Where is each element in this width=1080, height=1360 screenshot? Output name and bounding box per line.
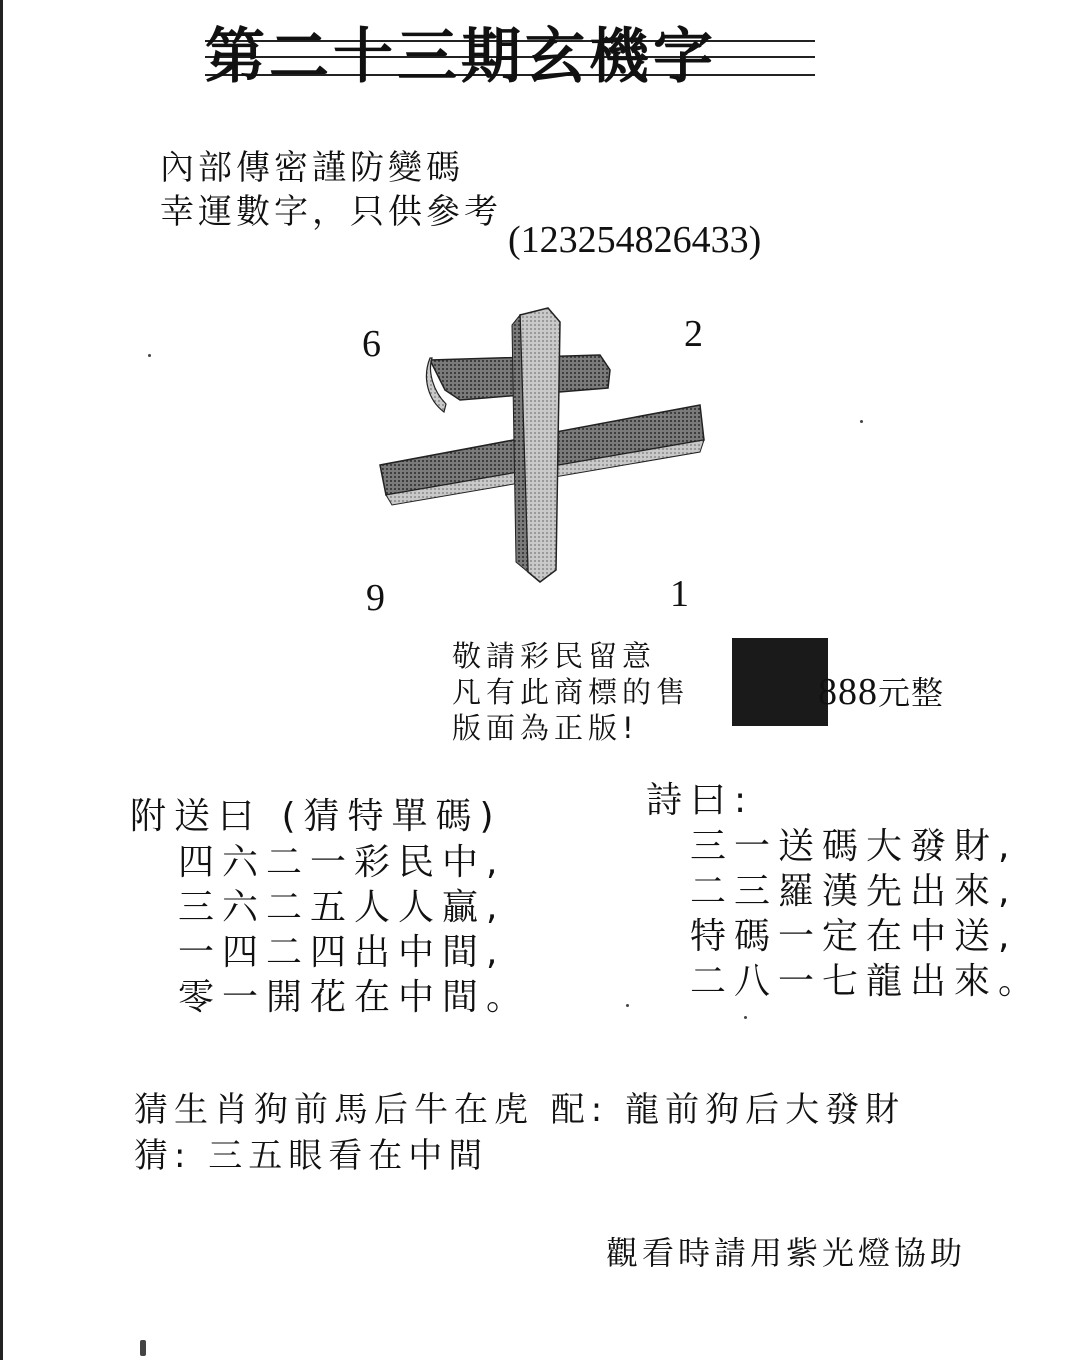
corner-number-bottom-right: 1: [670, 573, 689, 615]
scan-speck: [148, 354, 151, 357]
notice-line-3: 版面為正版!: [452, 711, 639, 745]
scan-speck: [744, 1016, 747, 1019]
scan-speck: [626, 1004, 629, 1007]
intro-line-1: 內部傳密謹防變碼: [160, 148, 464, 188]
guess-line-2: 猜: 三五眼看在中間: [134, 1136, 489, 1176]
page-title: [205, 22, 815, 92]
trademark-stamp: [732, 638, 828, 726]
gift-line-2: 三六二五人人贏,: [178, 887, 506, 928]
corner-number-top-right: 2: [684, 313, 703, 355]
price-unit: 元整: [878, 674, 945, 712]
scan-speck: [860, 420, 863, 423]
notice-line-2: [452, 676, 690, 709]
notice-line-2-text: 凡有此商標: [452, 675, 623, 709]
gift-heading: 附送曰 (猜特單碼): [130, 796, 502, 837]
poem-line-4: 二八一七龍出來。: [690, 961, 1043, 1002]
price-text: [818, 668, 944, 714]
lucky-numbers: (123254826433): [508, 219, 762, 261]
poem-heading: 詩曰:: [646, 780, 755, 821]
poem-line-3: 特碼一定在中送,: [690, 916, 1018, 957]
gift-line-4: 零一開花在中間。: [178, 977, 531, 1018]
guess-line-1: 猜生肖狗前馬后牛在虎 配: 龍前狗后大發財: [134, 1090, 906, 1130]
notice-line-2-tail: 的售: [622, 675, 691, 709]
scan-speck: [140, 1340, 146, 1356]
notice-line-1: 敬請彩民留意: [452, 639, 657, 673]
gift-line-1: 四六二一彩民中,: [178, 842, 506, 883]
intro-line-2: 幸運數字，只供參考: [160, 192, 502, 232]
poem-line-1: 三一送碼大發財,: [690, 826, 1018, 867]
poem-line-2: 二三羅漢先出來,: [690, 871, 1018, 912]
gift-line-3: 一四二四出中間,: [178, 932, 506, 973]
price-number: 888: [818, 671, 878, 713]
title-text: 第二十三期玄機字: [205, 22, 717, 92]
corner-number-top-left: 6: [362, 323, 381, 365]
ox-character-emblem: [370, 300, 710, 590]
page-edge: [0, 0, 3, 1360]
corner-number-bottom-left: 9: [366, 577, 385, 619]
footer-note: 觀看時請用紫光燈協助: [606, 1234, 967, 1272]
